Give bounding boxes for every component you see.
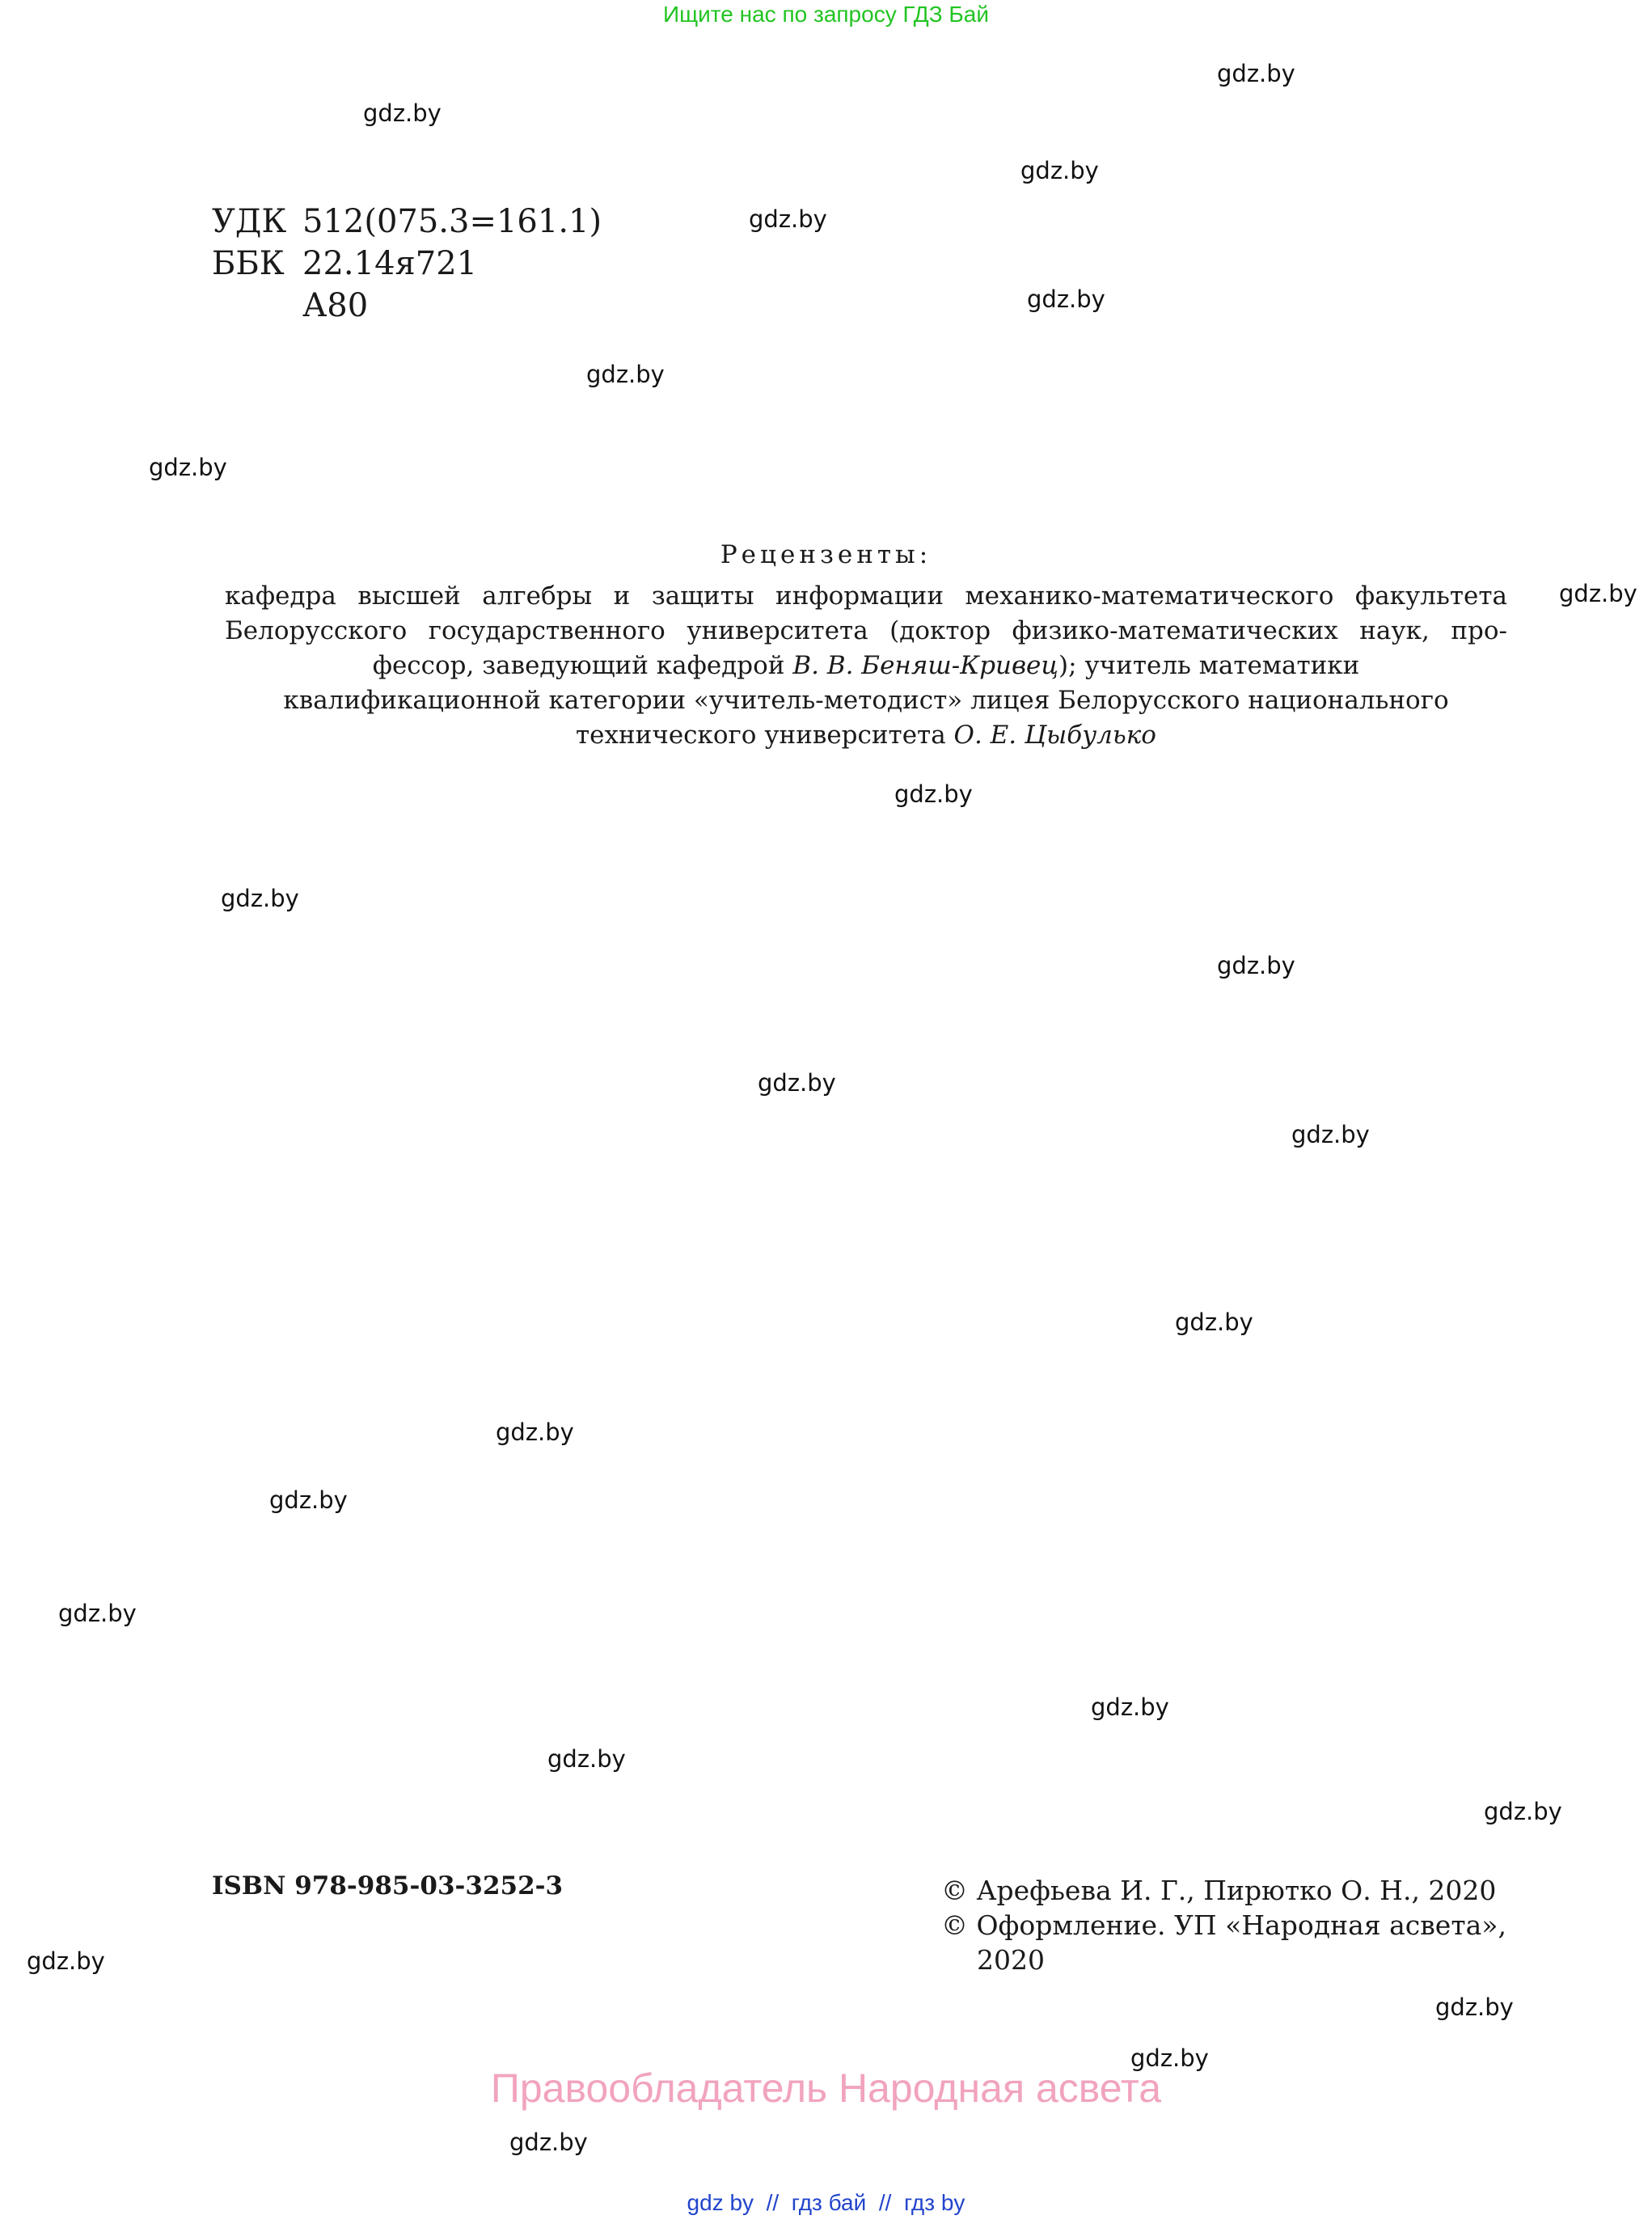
watermark: gdz.by: [758, 1069, 836, 1097]
watermark: gdz.by: [1435, 1994, 1514, 2021]
watermark: gdz.by: [1291, 1121, 1370, 1148]
author-mark: А80: [302, 287, 369, 324]
watermark: gdz.by: [547, 1745, 626, 1773]
watermark: gdz.by: [1484, 1798, 1562, 1825]
watermark: gdz.by: [1175, 1309, 1253, 1336]
watermark: gdz.by: [27, 1947, 105, 1975]
bbk-row: [212, 243, 602, 285]
udk-row: [212, 201, 602, 243]
isbn: ISBN 978-985-03-3252-3: [212, 1871, 564, 1901]
watermark: gdz.by: [149, 454, 227, 481]
footer-link-gdz-bai[interactable]: гдз бай: [791, 2190, 867, 2215]
copyright-authors: © Арефьева И. Г., Пирютко О. Н., 2020: [941, 1875, 1497, 1906]
watermark: gdz.by: [1091, 1693, 1169, 1721]
footer-separator: //: [766, 2190, 780, 2215]
copyright-block: [941, 1873, 1506, 1977]
footer-separator: //: [878, 2190, 892, 2215]
reviewers-line: технического университета О. Е. Цыбулько: [576, 721, 1156, 750]
search-banner: Ищите нас по запросу ГДЗ Бай: [662, 2, 990, 27]
reviewer-name: О. Е. Цыбулько: [953, 721, 1156, 750]
watermark: gdz.by: [586, 361, 665, 388]
watermark: gdz.by: [509, 2129, 588, 2156]
rights-holder: Правообладатель Народная асвета: [490, 2065, 1162, 2111]
copyright-design: © Оформление. УП «Народная асвета»,: [941, 1909, 1506, 1941]
watermark: gdz.by: [749, 205, 827, 233]
classification-codes: [212, 201, 602, 327]
footer-link-gdz-by[interactable]: gdz by: [687, 2190, 754, 2215]
watermark: gdz.by: [1559, 580, 1637, 607]
watermark: gdz.by: [1027, 285, 1105, 313]
copyright-year: 2020: [977, 1944, 1045, 1976]
watermark: gdz.by: [496, 1419, 574, 1446]
reviewers-line: квалификационной категории «учитель-методист» лицея Белорусского национального: [283, 686, 1449, 715]
reviewers-line: фессор, заведующий кафедрой В. В. Беняш-Кривец); учитель математики: [372, 651, 1360, 680]
watermark: gdz.by: [269, 1486, 348, 1514]
watermark: gdz.by: [1020, 157, 1099, 184]
watermark: gdz.by: [58, 1600, 137, 1627]
watermark: gdz.by: [363, 99, 442, 127]
reviewers-heading: Рецензенты:: [720, 540, 932, 569]
footer-links: [0, 2190, 1652, 2216]
watermark: gdz.by: [1217, 60, 1295, 87]
reviewers-line: кафедра высшей алгебры и защиты информации механико-математического факультета: [225, 581, 1507, 611]
watermark: gdz.by: [1217, 952, 1295, 979]
watermark: gdz.by: [894, 780, 973, 808]
author-mark-row: [212, 285, 602, 327]
reviewers-paragraph: [225, 579, 1507, 753]
footer-link-gdz-by-cyr[interactable]: гдз by: [903, 2190, 965, 2215]
udk-value: 512(075.3=161.1): [302, 203, 602, 240]
reviewers-line: Белорусского государственного университета (доктор физико-математических наук, про-: [225, 616, 1507, 645]
watermark: gdz.by: [221, 885, 299, 912]
bbk-value: 22.14я721: [302, 245, 478, 282]
udk-label: УДК: [212, 203, 287, 240]
bbk-label: ББК: [212, 245, 285, 282]
reviewer-name: В. В. Беняш-Кривец: [792, 651, 1059, 680]
watermark: gdz.by: [1130, 2044, 1209, 2072]
